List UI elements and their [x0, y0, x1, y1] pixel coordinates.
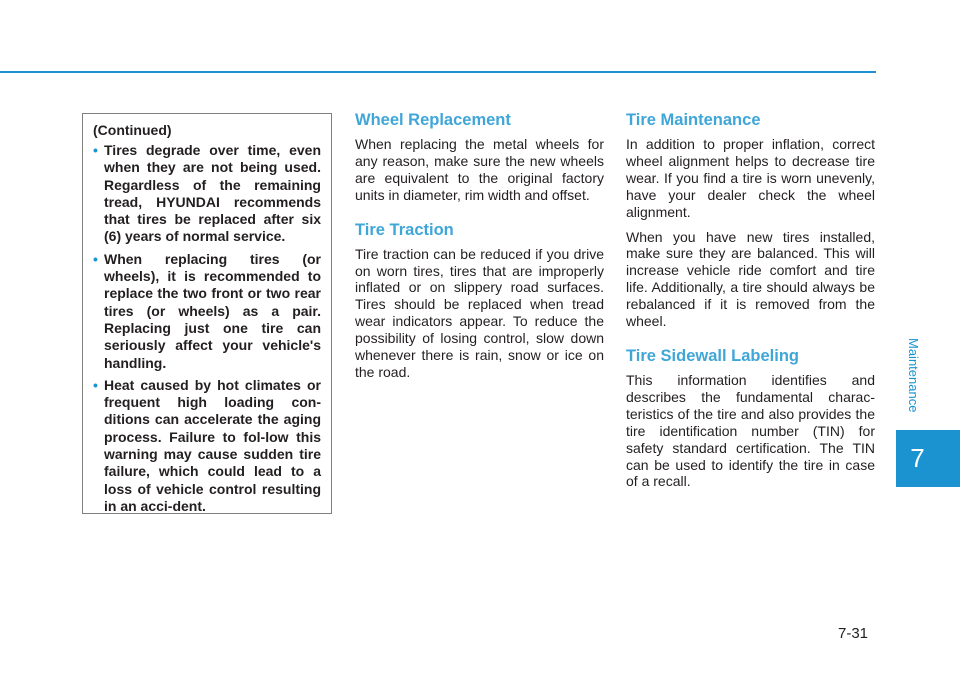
tire-maintenance-text-2: When you have new tires installed, make sure they are balanced. This will increase vehicle ride comfort and tire life. Additionally, a tire should always be rebalanced if it is removed from the wheel.: [626, 228, 875, 330]
page-number: 7-31: [838, 625, 869, 642]
middle-column: [355, 110, 604, 389]
bullet-icon: •: [93, 376, 98, 393]
tire-maintenance-text-1: In addition to proper inflation, correct wheel alignment helps to decrease tire wear. If you find a tire is worn unevenly, have your dealer check the wheel alignment.: [626, 136, 875, 220]
wheel-replacement-text: When replacing the metal wheels for any reason, make sure the new wheels are equivalent to the original factory units in diameter, rim width and offset.: [355, 136, 604, 203]
warning-item-text: Tires degrade over time, even when they are not being used. Regardless of the remaining tread, HYUNDAI recommends that tires be replaced after six (6) years of normal service.: [104, 142, 321, 245]
tire-traction-heading: Tire Traction: [355, 220, 454, 239]
wheel-replacement-heading: Wheel Replacement: [355, 111, 511, 129]
tire-traction-text: Tire traction can be reduced if you drive on worn tires, tires that are improperly inflated or on slippery road surfaces. Tires should be replaced when tread wear indicators appear. To reduce the possibility of losing control, slow down whenever there is rain, snow or ice on the road.: [355, 245, 604, 380]
warning-list: [93, 142, 321, 515]
bullet-icon: •: [93, 250, 98, 267]
tire-sidewall-text: This information identifies and describes the fundamental charac-teristics of the tire and also provides the tire identification number (TIN) for safety standard certification. The TIN can be used to identify the tire in case of a recall.: [626, 371, 875, 490]
warning-item: [93, 142, 321, 246]
right-column: [626, 110, 875, 498]
tire-sidewall-heading: Tire Sidewall Labeling: [626, 346, 799, 365]
warning-item-text: When replacing tires (or wheels), it is recommended to replace the two front or two rear tires (or wheels) as a pair. Replacing just one tire can seriously affect your vehicle's handling.: [104, 250, 321, 371]
section-label: Maintenance: [906, 337, 921, 413]
bullet-icon: •: [93, 142, 98, 158]
chapter-tab: [896, 430, 960, 487]
warning-box: [82, 113, 332, 514]
warning-item: [93, 377, 321, 515]
header-rule: [0, 71, 876, 73]
warning-item: [93, 251, 321, 372]
chapter-number: 7: [910, 443, 925, 473]
tire-maintenance-heading: Tire Maintenance: [626, 111, 761, 129]
warning-item-text: Heat caused by hot climates or frequent high loading con-ditions can accelerate the aging process. Failure to fol-low this warning may cause sudden tire failure, which could lead to a loss of vehicle control resulting in an acci-dent.: [104, 376, 321, 514]
continued-label: (Continued): [93, 122, 172, 138]
